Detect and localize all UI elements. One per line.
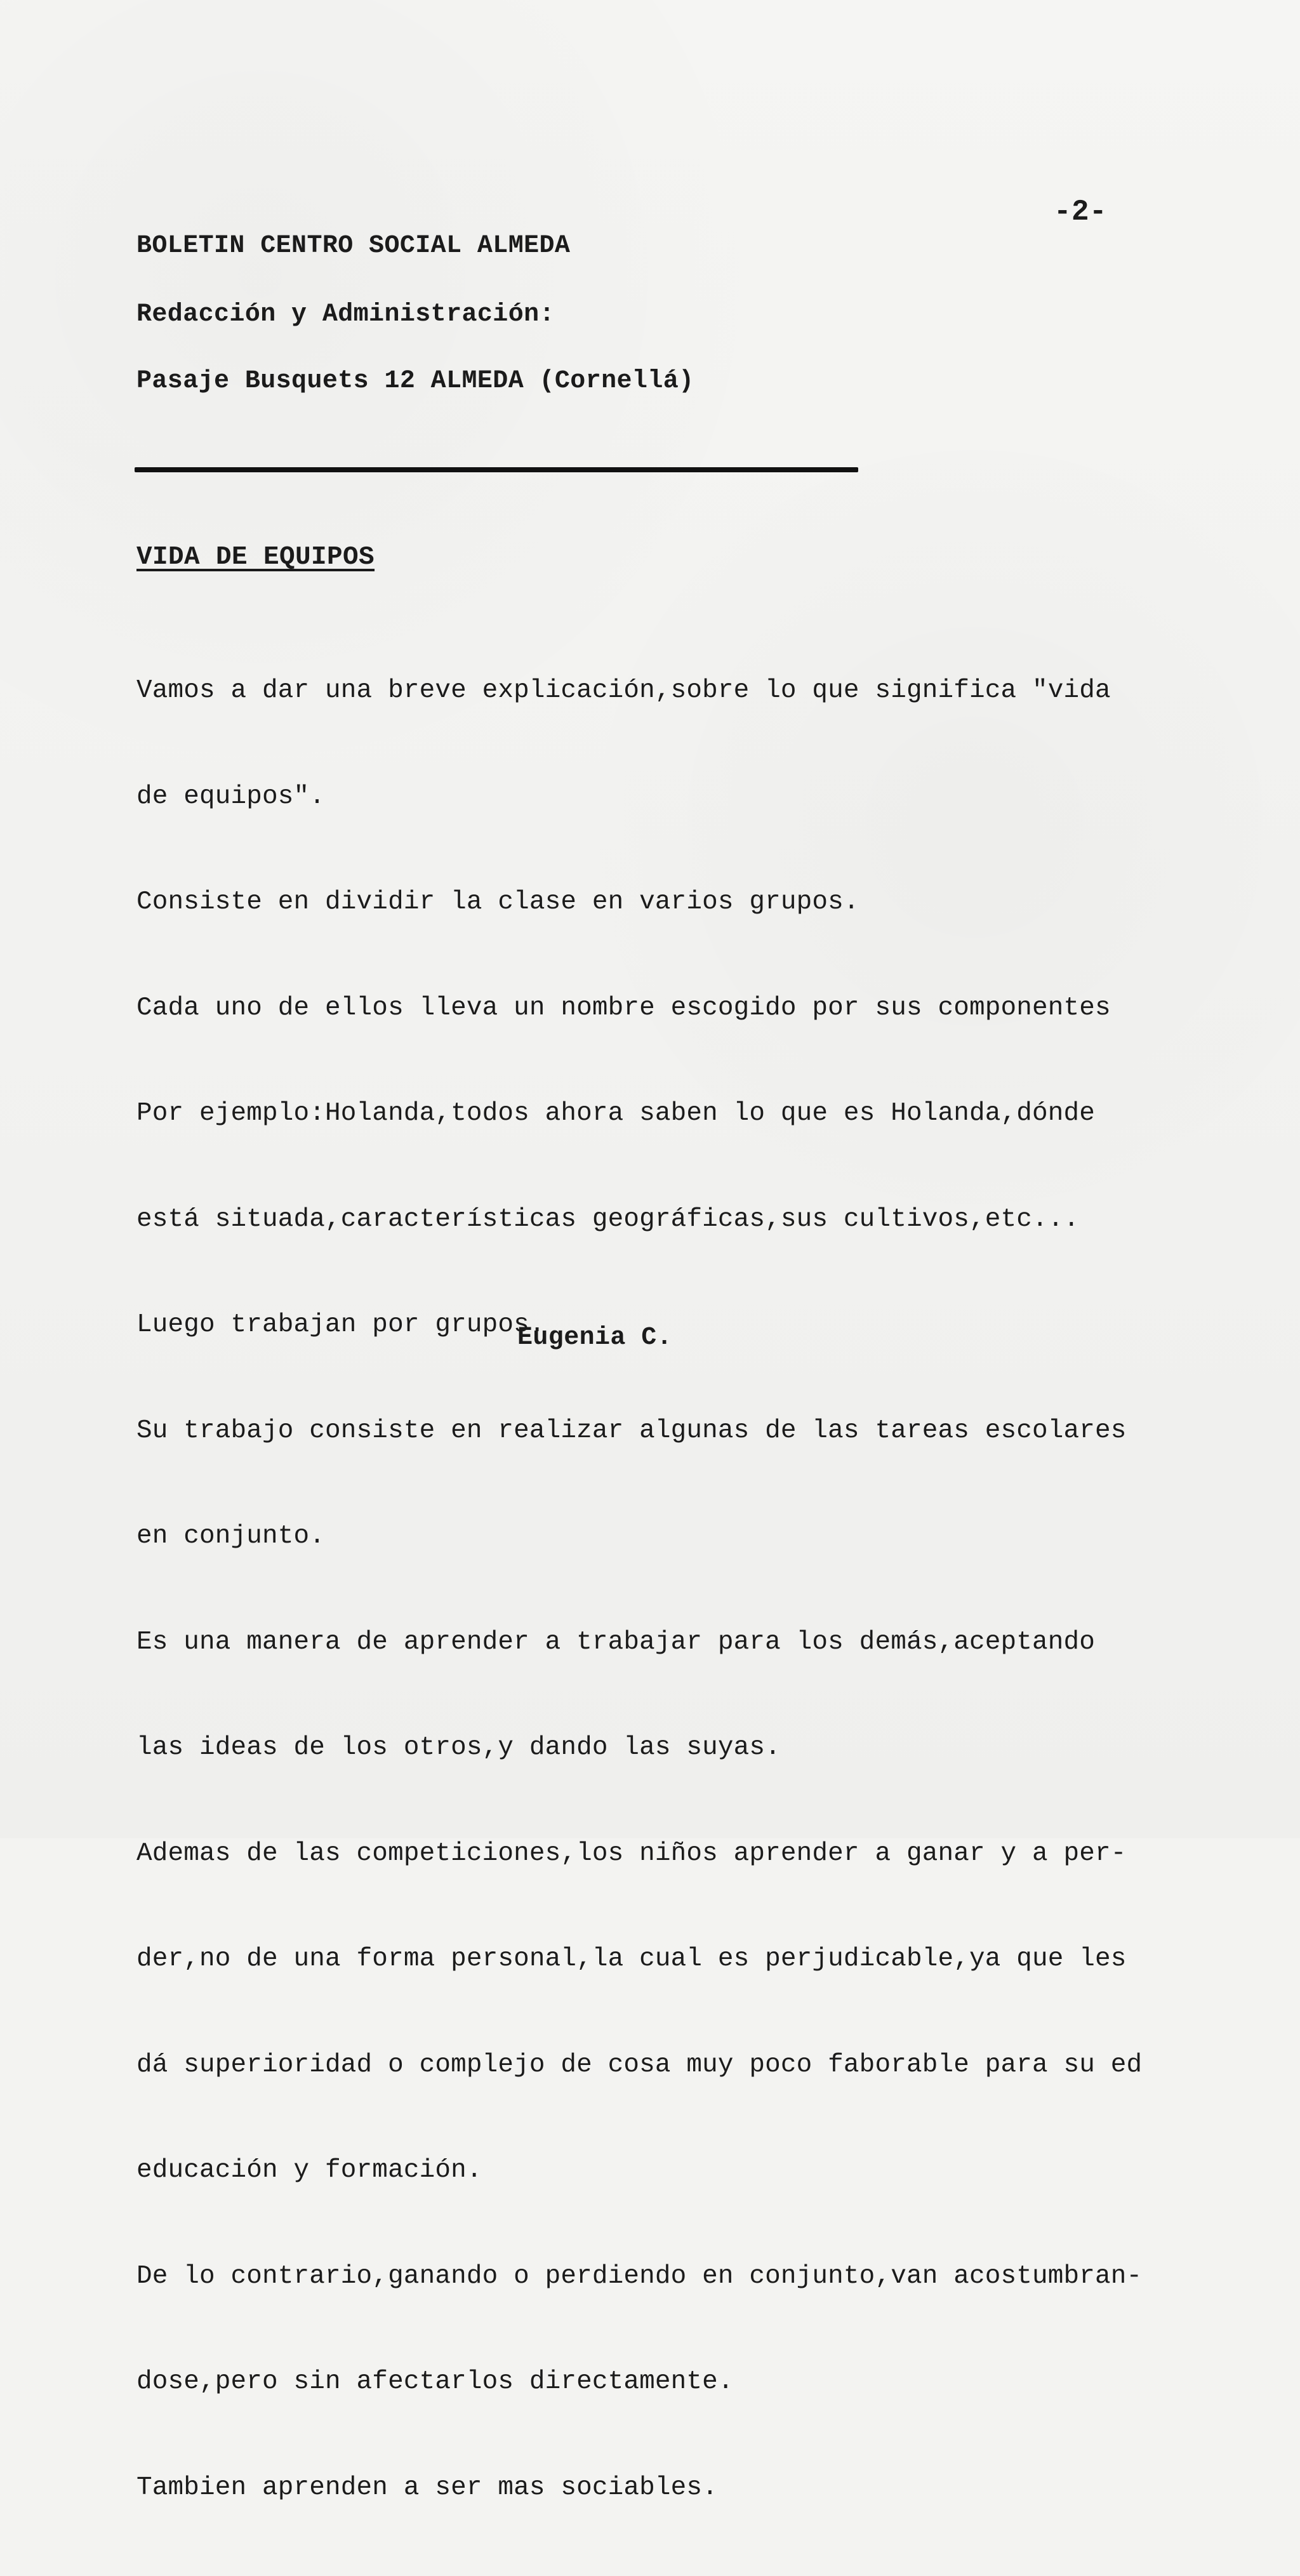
header-divider [135, 467, 858, 472]
article-body-line: de equipos". [136, 781, 326, 811]
author-signature: Eugenia C. [517, 1324, 673, 1352]
article-body-line: Luego trabajan por grupos. [136, 1310, 545, 1339]
article-body-line: Es una manera de aprender a trabajar para los demás,aceptando [136, 1627, 1095, 1657]
article-body-line: las ideas de los otros,y dando las suyas. [136, 1733, 781, 1762]
article-body-line: der,no de una forma personal,la cual es perjudicable,ya que les [136, 1944, 1127, 1974]
article-body-line: dose,pero sin afectarlos directamente. [136, 2367, 734, 2396]
article-body-line: está situada,características geográficas,sus cultivos,etc... [136, 1204, 1080, 1234]
article-body-line: De lo contrario,ganando o perdiendo en conjunto,van acostumbran- [136, 2261, 1143, 2291]
article-body-line: Vamos a dar una breve explicación,sobre lo que significa "vida [136, 676, 1111, 705]
article-body-line: Su trabajo consiste en realizar algunas de las tareas escolares [136, 1416, 1127, 1445]
article-body [136, 603, 1241, 2576]
article-body-line: Ademas de las competiciones,los niños aprender a ganar y a per- [136, 1838, 1127, 1868]
article-body-line: en conjunto. [136, 1522, 326, 1551]
article-title: VIDA DE EQUIPOS [136, 543, 375, 572]
editorial-address-label: Redacción y Administración: [136, 300, 555, 329]
article-body-line: Tambien aprenden a ser mas sociables. [136, 2473, 718, 2502]
editorial-address: Pasaje Busquets 12 ALMEDA (Cornellá) [136, 367, 694, 395]
article-body-line: Cada uno de ellos lleva un nombre escogido por sus componentes [136, 993, 1111, 1023]
newsletter-title: BOLETIN CENTRO SOCIAL ALMEDA [136, 232, 571, 260]
article-body-line: educación y formación. [136, 2156, 482, 2185]
article-body-line: Consiste en dividir la clase en varios grupos. [136, 887, 859, 917]
article-body-line: dá superioridad o complejo de cosa muy poco faborable para su ed [136, 2050, 1143, 2080]
page-number: -2- [1054, 196, 1108, 229]
article-body-line: Por ejemplo:Holanda,todos ahora saben lo que es Holanda,dónde [136, 1099, 1095, 1128]
